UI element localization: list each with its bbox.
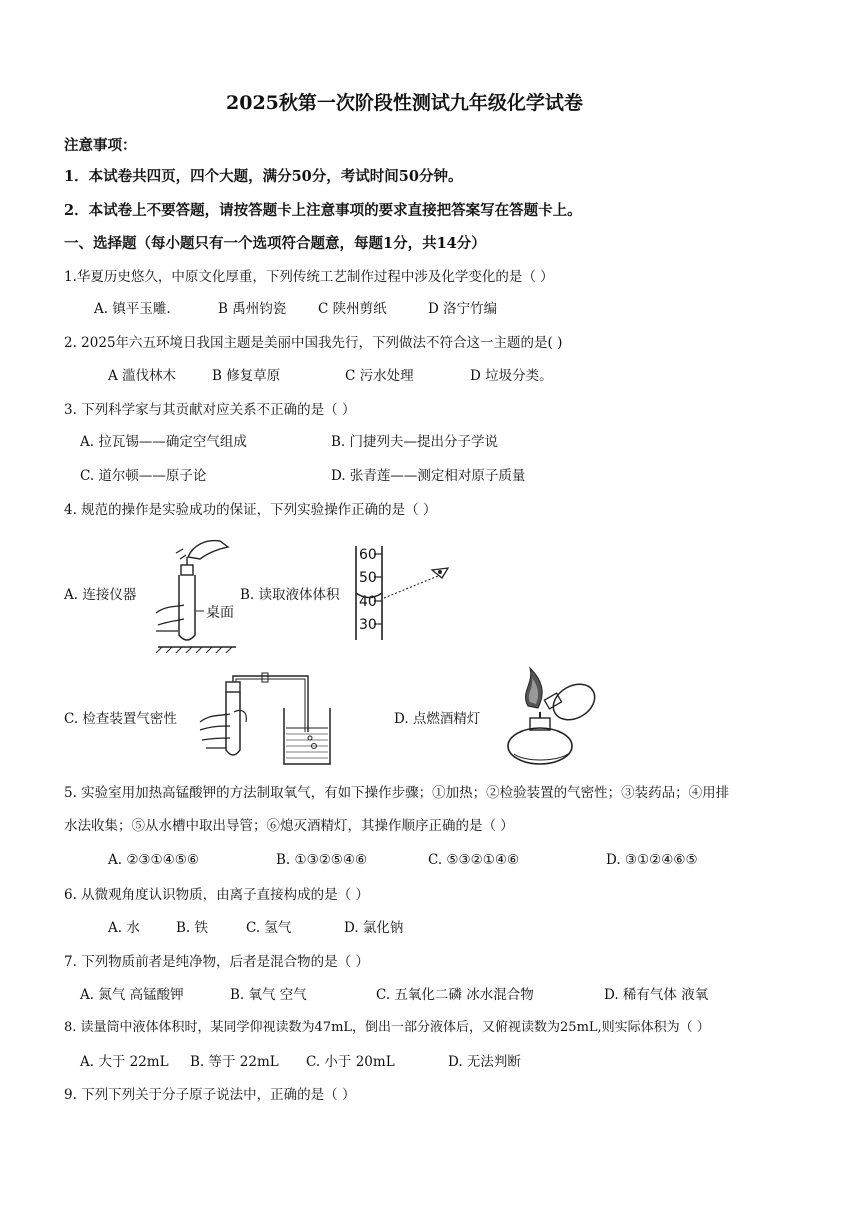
q2-option-c: C 污水处理 <box>345 368 414 384</box>
q4-option-c: C. 检查装置气密性 <box>64 711 177 727</box>
figure-connect-apparatus <box>148 535 248 653</box>
q4-option-a: A. 连接仪器 <box>64 587 137 603</box>
q6-option-a: A. 水 <box>108 920 140 936</box>
question-8-stem: 8. 读量筒中液体体积时，某同学仰视读数为47mL，倒出一部分液体后，又俯视读数为25mL,则实际体积为（ ） <box>64 1020 710 1035</box>
q5-option-a: A. ②③①④⑤⑥ <box>108 852 199 868</box>
q2-option-d: D 垃圾分类。 <box>470 368 553 384</box>
tick-50: 50 <box>359 570 377 586</box>
q7-option-c: C. 五氧化二磷 冰水混合物 <box>376 987 534 1003</box>
question-7-stem: 7. 下列物质前者是纯净物，后者是混合物的是（ ） <box>64 954 369 970</box>
figure-alcohol-lamp <box>494 662 604 772</box>
figure-cylinder-reading <box>350 544 460 644</box>
q1-option-c: C 陕州剪纸 <box>318 301 387 317</box>
q8-option-b: B. 等于 22mL <box>190 1054 279 1070</box>
q7-option-d: D. 稀有气体 液氧 <box>604 987 709 1003</box>
q1-option-d: D 洛宁竹编 <box>428 301 498 317</box>
question-4-stem: 4. 规范的操作是实验成功的保证，下列实验操作正确的是（ ） <box>64 502 437 518</box>
question-1-stem: 1.华夏历史悠久，中原文化厚重，下列传统工艺制作过程中涉及化学变化的是（ ） <box>64 269 554 285</box>
q2-option-b: B 修复草原 <box>212 368 281 384</box>
desk-label: 桌面 <box>206 605 234 621</box>
q3-option-a: A. 拉瓦锡——确定空气组成 <box>80 434 247 450</box>
tick-30: 30 <box>359 617 377 633</box>
q6-option-b: B. 铁 <box>176 920 209 936</box>
q3-option-c: C. 道尔顿——原子论 <box>80 468 207 484</box>
question-6-stem: 6. 从微观角度认识物质，由离子直接构成的是（ ） <box>64 887 369 903</box>
question-2-stem: 2. 2025年六五环境日我国主题是美丽中国我先行，下列做法不符合这一主题的是( ) <box>64 335 563 351</box>
question-5-stem-line2: 水法收集；⑤从水槽中取出导管；⑥熄灭酒精灯，其操作顺序正确的是（ ） <box>64 818 514 834</box>
q4-option-d: D. 点燃酒精灯 <box>394 711 481 727</box>
q6-option-c: C. 氢气 <box>246 920 292 936</box>
notice-item-2: 2．本试卷上不要答题，请按答题卡上注意事项的要求直接把答案写在答题卡上。 <box>64 202 582 219</box>
q7-option-b: B. 氧气 空气 <box>230 987 307 1003</box>
q8-option-a: A. 大于 22mL <box>80 1054 169 1070</box>
q4-option-b: B. 读取液体体积 <box>240 587 340 603</box>
q1-option-b: B 禹州钧瓷 <box>218 301 287 317</box>
q3-option-d: D. 张青莲——测定相对原子质量 <box>331 468 526 484</box>
exam-title: 2025秋第一次阶段性测试九年级化学试卷 <box>226 92 583 114</box>
q8-option-c: C. 小于 20mL <box>306 1054 395 1070</box>
notice-heading: 注意事项： <box>64 137 137 154</box>
question-3-stem: 3. 下列科学家与其贡献对应关系不正确的是（ ） <box>64 402 356 418</box>
q1-option-a: A. 镇平玉雕. <box>94 301 171 317</box>
q6-option-d: D. 氯化钠 <box>344 920 404 936</box>
q3-option-b: B. 门捷列夫—提出分子学说 <box>331 434 499 450</box>
tick-60: 60 <box>359 547 377 563</box>
section-heading: 一、选择题（每小题只有一个选项符合题意，每题1分，共14分） <box>64 235 486 252</box>
q2-option-a: A 滥伐林木 <box>108 368 177 384</box>
question-5-stem-line1: 5. 实验室用加热高锰酸钾的方法制取氧气，有如下操作步骤；①加热；②检验装置的气密性；③装药品；④用排 <box>64 785 730 801</box>
tick-40: 40 <box>359 594 377 610</box>
q5-option-d: D. ③①②④⑥⑤ <box>606 852 698 868</box>
q7-option-a: A. 氮气 高锰酸钾 <box>80 987 184 1003</box>
figure-airtight-check <box>196 668 346 768</box>
q5-option-c: C. ⑤③②①④⑥ <box>428 852 520 868</box>
q5-option-b: B. ①③②⑤④⑥ <box>276 852 368 868</box>
question-9-stem: 9. 下列下列关于分子原子说法中，正确的是（ ） <box>64 1087 356 1103</box>
notice-item-1: 1．本试卷共四页，四个大题，满分50分，考试时间50分钟。 <box>64 168 463 185</box>
q8-option-d: D. 无法判断 <box>448 1054 521 1070</box>
